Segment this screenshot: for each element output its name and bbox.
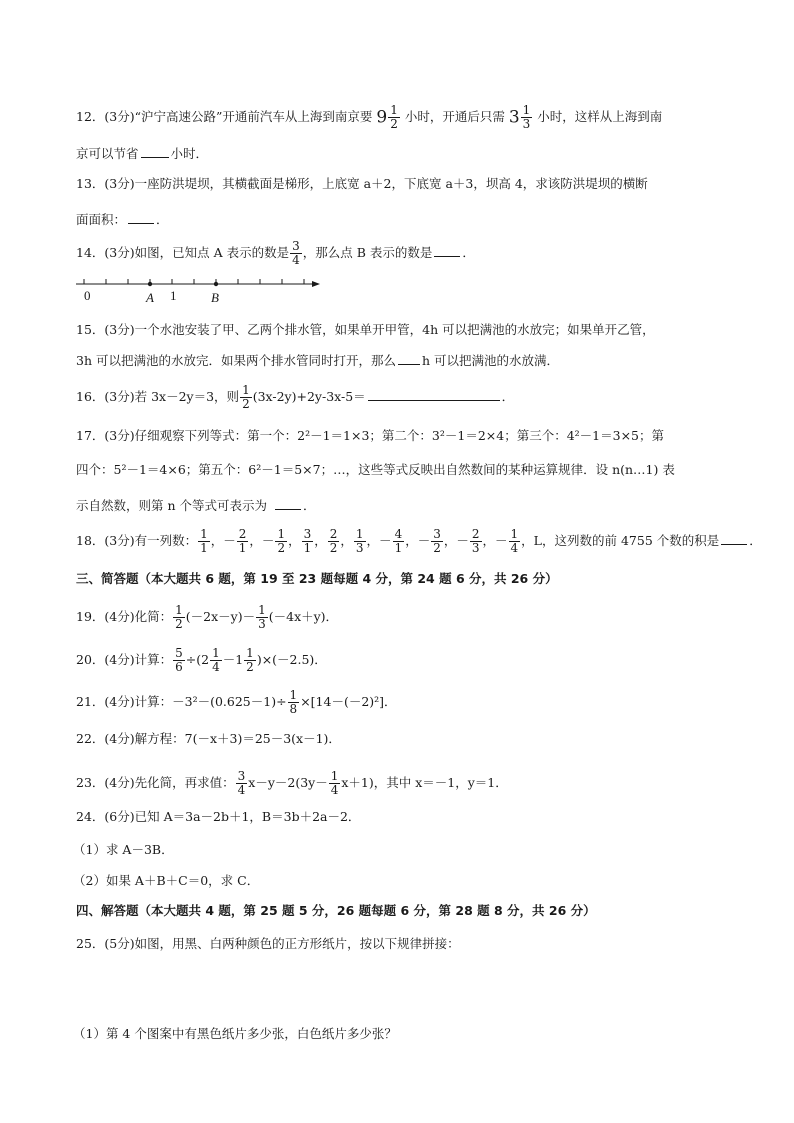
question-25-part-1: （1）第 4 个图案中有黑色纸片多少张，白色纸片多少张？ xyxy=(73,1026,397,1041)
q12-head: 12．(3分)“沪宁高速公路”开通前汽车从上海到南京要 xyxy=(76,109,373,124)
sequence-fraction: $\frac{2}{1}$ xyxy=(238,527,247,555)
sequence-fraction: $\frac{3}{1}$ xyxy=(303,527,312,555)
question-25: 25．(5分)如图，用黑、白两种颜色的正方形纸片，按以下规律拼接： xyxy=(76,936,460,951)
sequence-sign: ， xyxy=(288,533,301,548)
question-24: 24．(6分)已知 A＝3a－2b＋1，B＝3b＋2a－2． xyxy=(76,809,361,824)
question-17-line-3: 示自然数，则第 n 个等式可表示为 ． xyxy=(76,498,316,513)
question-23: 23．(4分)先化简，再求值： $\frac{3}{4}$ x－y－2(3y－ $\frac{1}{4}$ x＋1)，其中 x＝－1，y＝1． xyxy=(76,769,508,797)
q12-tail: 小时，这样从上海到南 xyxy=(537,109,663,124)
question-15-line-1: 15．(3分)一个水池安装了甲、乙两个排水管，如果单开甲管，4h 可以把满池的水放完；如果单开乙管， xyxy=(76,322,655,337)
mixed-number-9-1-2: 9 $\frac{1}{2}$ xyxy=(376,103,398,131)
question-12-line-1 xyxy=(76,104,662,131)
fraction-1-2: $\frac{1}{2}$ xyxy=(242,383,250,411)
label-one: 1 xyxy=(170,288,177,303)
point-a-dot xyxy=(148,282,152,286)
question-13-line-2: 面面积： ． xyxy=(76,212,169,227)
question-17-line-2: 四个：5²－1＝4×6；第五个：6²－1＝5×7；…，这些等式反映出自然数间的某种运算规律．设 n(n…1) 表 xyxy=(76,462,675,477)
sequence-fraction: $\frac{3}{2}$ xyxy=(433,527,441,555)
section-3-heading: 三、简答题（本大题共 6 题，第 19 至 23 题每题 4 分，第 24 题 6 分，共 26 分） xyxy=(76,571,558,586)
question-14-line-1: 14．(3分)如图，已知点 A 表示的数是 $\frac{3}{4}$ ，那么点 B 表示的数是 ． xyxy=(76,239,475,267)
sequence-sign: ， xyxy=(340,533,353,548)
number-line-ticks xyxy=(84,279,304,284)
section-4-heading: 四、解答题（本大题共 4 题，第 25 题 5 分，26 题每题 6 分，第 28 题 8 分，共 26 分） xyxy=(76,903,596,918)
sequence-fraction: $\frac{4}{1}$ xyxy=(394,527,403,555)
sequence-fraction: $\frac{1}{4}$ xyxy=(510,527,519,555)
question-17-line-1: 17．(3分)仔细观察下列等式：第一个：2²－1＝1×3；第二个：3²－1＝2×4；第三个：4²－1＝3×5；第 xyxy=(76,428,665,443)
answer-blank-14[interactable] xyxy=(434,243,460,257)
answer-blank-13[interactable] xyxy=(128,210,154,224)
question-22: 22．(4分)解方程：7(－x＋3)＝25－3(x－1)． xyxy=(76,731,341,746)
answer-blank-15[interactable] xyxy=(398,351,420,365)
question-16: 16．(3分)若 3x－2y＝3，则 $\frac{1}{2}$ (3x-2y)+2y-3x-5＝ ． xyxy=(76,383,515,411)
question-24-part-1: （1）求 A－3B． xyxy=(73,842,174,857)
answer-blank-18[interactable] xyxy=(721,531,747,545)
number-sequence xyxy=(197,527,521,555)
question-13-line-1: 13．(3分)一座防洪堤坝，其横截面是梯形，上底宽 a＋2，下底宽 a＋3，坝高 4，求该防洪堤坝的横断 xyxy=(76,176,648,191)
q12-mid: 小时，开通后只需 xyxy=(404,109,505,124)
sequence-fraction: $\frac{1}{3}$ xyxy=(355,527,364,555)
question-18: 18．(3分)有一列数： $\frac{1}{1}$ ，－ $\frac{2}{1}$ ，－ $\frac{1}{2}$ ， $\frac{3}{1}$ ， $\frac{2}{2}$ ， $\frac{1}{3}$ ，－ $\frac{4}{1}$ ，－ $\frac{3}{2}$ ，－ $\frac{2}{3}$ ，－ $\frac{1}{4}$ ，L，这列数的前 4755 个数的积是 ． xyxy=(76,527,762,555)
sequence-fraction: $\frac{2}{3}$ xyxy=(471,527,480,555)
sequence-fraction: $\frac{2}{2}$ xyxy=(329,527,338,555)
sequence-sign: ，－ xyxy=(249,533,275,548)
question-12-line-2: 京可以节省 小时． xyxy=(76,146,209,161)
answer-blank-12[interactable] xyxy=(141,144,169,158)
number-line-figure xyxy=(76,272,326,306)
sequence-sign: ，－ xyxy=(405,533,431,548)
sequence-sign: ， xyxy=(314,533,327,548)
question-20: 20．(4分)计算： $\frac{5}{6}$ ÷(2 $\frac{1}{4}$ －1 $\frac{1}{2}$ )×(－2.5)． xyxy=(76,646,327,674)
question-19: 19．(4分)化简： $\frac{1}{2}$ (－2x－y)－ $\frac{1}{3}$ (－4x＋y)． xyxy=(76,603,339,631)
sequence-sign: ，－ xyxy=(210,533,236,548)
sequence-fraction: $\frac{1}{2}$ xyxy=(277,527,286,555)
question-21: 21．(4分)计算：－3²－(0.625－1)÷ $\frac{1}{8}$ ×[14－(－2)²]． xyxy=(76,688,397,716)
sequence-sign: ，－ xyxy=(366,533,392,548)
point-b-dot xyxy=(214,282,218,286)
sequence-fraction: $\frac{1}{1}$ xyxy=(200,527,208,555)
arrow-right-icon xyxy=(312,281,320,287)
label-b: B xyxy=(211,290,219,305)
label-a: A xyxy=(146,290,154,305)
fraction-3-4: $\frac{3}{4}$ xyxy=(292,239,300,267)
label-zero: 0 xyxy=(84,288,91,303)
answer-blank-16[interactable] xyxy=(368,387,500,401)
sequence-sign: ，－ xyxy=(482,533,508,548)
question-15-line-2: 3h 可以把满池的水放完．如果两个排水管同时打开，那么 h 可以把满池的水放满． xyxy=(76,353,560,368)
sequence-sign: ，－ xyxy=(443,533,469,548)
question-24-part-2: （2）如果 A＋B＋C＝0，求 C． xyxy=(73,873,260,888)
answer-blank-17[interactable] xyxy=(275,496,301,510)
mixed-number-3-1-3: 3 $\frac{1}{3}$ xyxy=(508,103,531,131)
